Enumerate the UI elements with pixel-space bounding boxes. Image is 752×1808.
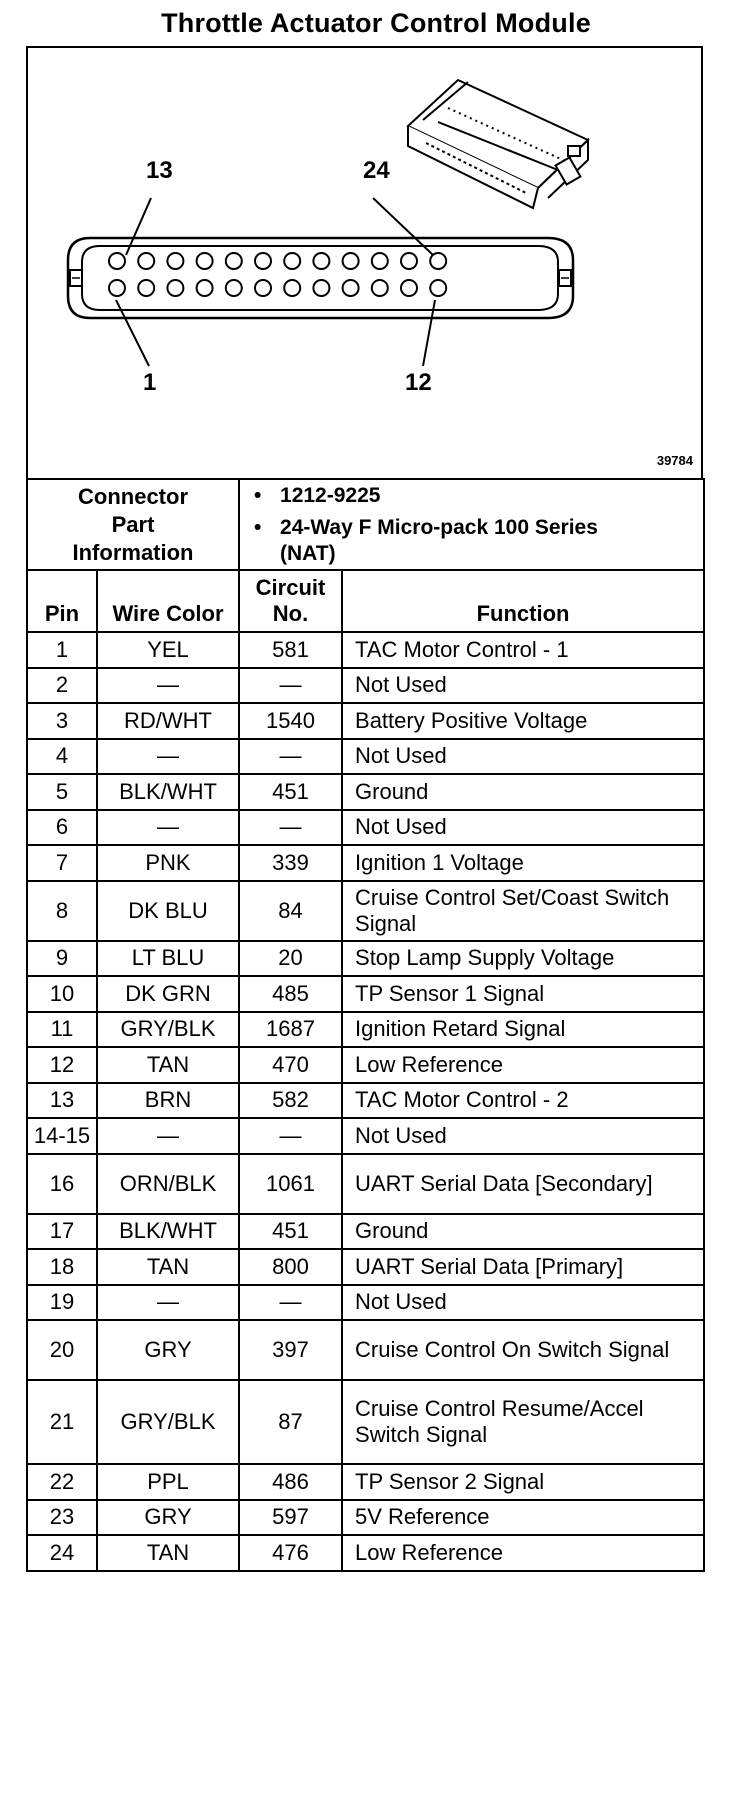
pin-cell: 3 <box>27 703 97 739</box>
circuit-cell: 597 <box>239 1500 342 1536</box>
table-row <box>27 1320 704 1380</box>
function-cell: Not Used <box>342 668 704 704</box>
pin-cell: 2 <box>27 668 97 704</box>
header-circuit-no: Circuit No. <box>239 570 342 632</box>
table-row <box>27 976 704 1012</box>
function-cell: Stop Lamp Supply Voltage <box>342 941 704 977</box>
circuit-cell: 485 <box>239 976 342 1012</box>
table-header-row <box>27 570 704 632</box>
pin-cavity <box>255 253 271 269</box>
pin-label-1: 1 <box>143 369 157 396</box>
pin-label-24: 24 <box>363 157 390 184</box>
table-row <box>27 668 704 704</box>
pin-cell: 9 <box>27 941 97 977</box>
wire-color-cell: GRY/BLK <box>97 1380 239 1464</box>
table-row <box>27 881 704 941</box>
pin-cell: 17 <box>27 1214 97 1250</box>
table-row <box>27 774 704 810</box>
wire-color-cell: BLK/WHT <box>97 774 239 810</box>
table-row <box>27 1047 704 1083</box>
pin-cavity <box>372 253 388 269</box>
wire-color-cell: TAN <box>97 1047 239 1083</box>
pin-cavity <box>167 253 183 269</box>
function-cell: TP Sensor 1 Signal <box>342 976 704 1012</box>
wire-color-cell: TAN <box>97 1249 239 1285</box>
pin-cell: 10 <box>27 976 97 1012</box>
table-row <box>27 810 704 846</box>
wire-color-cell: — <box>97 1118 239 1154</box>
connector-isometric-icon <box>408 80 588 208</box>
wire-color-cell: DK BLU <box>97 881 239 941</box>
connector-info-label <box>27 479 239 570</box>
pin-cavity <box>197 253 213 269</box>
circuit-cell: — <box>239 1118 342 1154</box>
circuit-cell: 451 <box>239 1214 342 1250</box>
pin-cell: 18 <box>27 1249 97 1285</box>
wire-color-cell: YEL <box>97 632 239 668</box>
pin-cavity <box>343 280 359 296</box>
function-cell: Cruise Control On Switch Signal <box>342 1320 704 1380</box>
pin-cavity <box>255 280 271 296</box>
wire-color-cell: DK GRN <box>97 976 239 1012</box>
function-cell: Cruise Control Resume/Accel Switch Signal <box>342 1380 704 1464</box>
connector-info-values <box>239 479 704 570</box>
function-cell: Cruise Control Set/Coast Switch Signal <box>342 881 704 941</box>
pin-label-13: 13 <box>146 157 173 184</box>
pin-cell: 23 <box>27 1500 97 1536</box>
circuit-cell: 581 <box>239 632 342 668</box>
table-row <box>27 632 704 668</box>
wire-color-cell: GRY <box>97 1500 239 1536</box>
table-row <box>27 1500 704 1536</box>
circuit-cell: 582 <box>239 1083 342 1119</box>
wire-color-cell: PNK <box>97 845 239 881</box>
table-row <box>27 1012 704 1048</box>
wire-color-cell: GRY/BLK <box>97 1012 239 1048</box>
table-row <box>27 1249 704 1285</box>
table-row <box>27 1214 704 1250</box>
connector-part-number: • 1212-9225 <box>254 483 381 507</box>
function-cell: TP Sensor 2 Signal <box>342 1464 704 1500</box>
pin-cavity <box>284 280 300 296</box>
function-cell: Low Reference <box>342 1535 704 1571</box>
circuit-cell: — <box>239 1285 342 1321</box>
circuit-cell: — <box>239 810 342 846</box>
pin-cell: 21 <box>27 1380 97 1464</box>
pin-cavity <box>226 253 242 269</box>
pin-cavity <box>313 253 329 269</box>
wire-color-cell: — <box>97 810 239 846</box>
circuit-cell: 1687 <box>239 1012 342 1048</box>
circuit-cell: 1540 <box>239 703 342 739</box>
pin-cell: 1 <box>27 632 97 668</box>
pin-cavity <box>401 280 417 296</box>
wire-color-cell: RD/WHT <box>97 703 239 739</box>
wire-color-cell: — <box>97 668 239 704</box>
pin-cell: 22 <box>27 1464 97 1500</box>
circuit-cell: — <box>239 739 342 775</box>
table-row <box>27 1118 704 1154</box>
wire-color-cell: LT BLU <box>97 941 239 977</box>
circuit-cell: 339 <box>239 845 342 881</box>
page-title: Throttle Actuator Control Module <box>161 8 591 38</box>
pin-cavity <box>197 280 213 296</box>
pin-cavity <box>226 280 242 296</box>
pin-cavity <box>138 280 154 296</box>
pin-cavity <box>284 253 300 269</box>
function-cell: Ground <box>342 1214 704 1250</box>
connector-info-row <box>27 479 704 570</box>
function-cell: Not Used <box>342 1118 704 1154</box>
connector-figure <box>26 46 703 480</box>
pin-cell: 12 <box>27 1047 97 1083</box>
function-cell: Not Used <box>342 1285 704 1321</box>
pinout-table <box>26 478 705 1572</box>
header-function: Function <box>342 570 704 632</box>
pin-cell: 5 <box>27 774 97 810</box>
wire-color-cell: TAN <box>97 1535 239 1571</box>
wire-color-cell: GRY <box>97 1320 239 1380</box>
circuit-cell: — <box>239 668 342 704</box>
pin-cell: 6 <box>27 810 97 846</box>
pin-cell: 11 <box>27 1012 97 1048</box>
pin-cell: 14-15 <box>27 1118 97 1154</box>
pin-cavity <box>109 253 125 269</box>
connector-face-drawing <box>28 48 705 482</box>
pin-cell: 8 <box>27 881 97 941</box>
table-row <box>27 845 704 881</box>
pin-cavity <box>372 280 388 296</box>
function-cell: UART Serial Data [Secondary] <box>342 1154 704 1214</box>
circuit-cell: 451 <box>239 774 342 810</box>
pin-label-12: 12 <box>405 369 432 396</box>
pin-cell: 24 <box>27 1535 97 1571</box>
circuit-cell: 800 <box>239 1249 342 1285</box>
function-cell: Ignition Retard Signal <box>342 1012 704 1048</box>
function-cell: Ignition 1 Voltage <box>342 845 704 881</box>
wire-color-cell: — <box>97 739 239 775</box>
wire-color-cell: — <box>97 1285 239 1321</box>
pin-cavity <box>138 253 154 269</box>
function-cell: TAC Motor Control - 1 <box>342 632 704 668</box>
function-cell: Not Used <box>342 810 704 846</box>
circuit-cell: 87 <box>239 1380 342 1464</box>
connector-description: • 24-Way F Micro-pack 100 Series (NAT) <box>254 515 598 565</box>
circuit-cell: 470 <box>239 1047 342 1083</box>
pin-cavity <box>313 280 329 296</box>
function-cell: Battery Positive Voltage <box>342 703 704 739</box>
pin-cell: 4 <box>27 739 97 775</box>
circuit-cell: 486 <box>239 1464 342 1500</box>
pin-cell: 20 <box>27 1320 97 1380</box>
table-row <box>27 1380 704 1464</box>
table-row <box>27 1464 704 1500</box>
table-row <box>27 1083 704 1119</box>
function-cell: 5V Reference <box>342 1500 704 1536</box>
header-pin: Pin <box>27 570 97 632</box>
function-cell: Not Used <box>342 739 704 775</box>
pin-cell: 16 <box>27 1154 97 1214</box>
pin-cavity <box>401 253 417 269</box>
function-cell: UART Serial Data [Primary] <box>342 1249 704 1285</box>
circuit-cell: 84 <box>239 881 342 941</box>
wire-color-cell: BLK/WHT <box>97 1214 239 1250</box>
pin-cavity <box>430 280 446 296</box>
header-wire-color: Wire Color <box>97 570 239 632</box>
wire-color-cell: BRN <box>97 1083 239 1119</box>
function-cell: Low Reference <box>342 1047 704 1083</box>
figure-number: 39784 <box>656 453 693 468</box>
wire-color-cell: ORN/BLK <box>97 1154 239 1214</box>
pin-cell: 13 <box>27 1083 97 1119</box>
function-cell: TAC Motor Control - 2 <box>342 1083 704 1119</box>
pin-cavity <box>343 253 359 269</box>
table-row <box>27 1535 704 1571</box>
circuit-cell: 1061 <box>239 1154 342 1214</box>
table-row <box>27 1154 704 1214</box>
table-row <box>27 941 704 977</box>
connector-info-label-text: Connector Part Information <box>72 483 194 565</box>
pin-cavity <box>167 280 183 296</box>
circuit-cell: 20 <box>239 941 342 977</box>
table-row <box>27 1285 704 1321</box>
function-cell: Ground <box>342 774 704 810</box>
pin-cell: 19 <box>27 1285 97 1321</box>
pin-cell: 7 <box>27 845 97 881</box>
wire-color-cell: PPL <box>97 1464 239 1500</box>
pin-cavity <box>109 280 125 296</box>
table-row <box>27 739 704 775</box>
circuit-cell: 397 <box>239 1320 342 1380</box>
table-row <box>27 703 704 739</box>
circuit-cell: 476 <box>239 1535 342 1571</box>
